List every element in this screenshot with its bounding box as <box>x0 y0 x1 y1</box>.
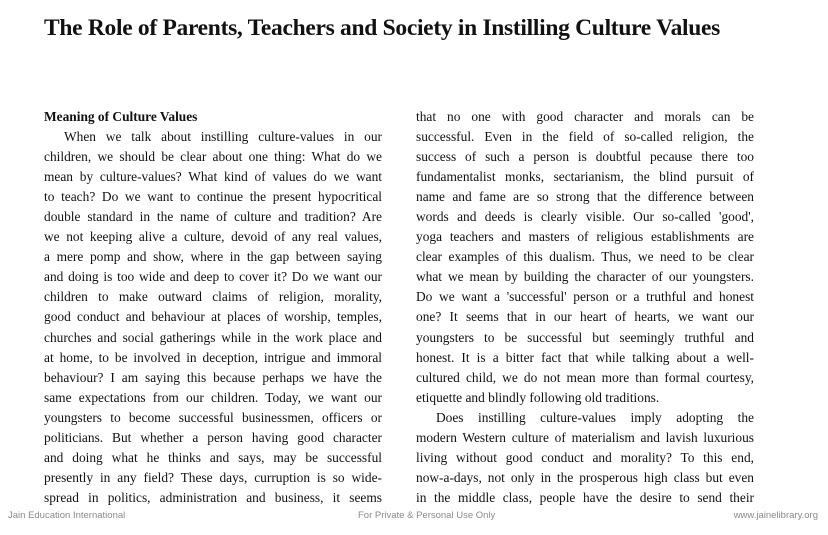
paragraph-line: we not keeping alive a culture, devoid of any real values, <box>44 229 382 245</box>
right-column <box>416 107 754 508</box>
paragraph-line: mean by culture-values? What kind of values do we want <box>44 169 382 185</box>
paragraph-line: words and deeds is clearly visible. Our so-called 'good', <box>416 209 754 225</box>
paragraph-line: now-a-days, not only in the prosperous high class but even <box>416 469 754 485</box>
paragraph-line: at home, to be involved in deception, intrigue and immoral <box>44 349 382 365</box>
page-title: The Role of Parents, Teachers and Society in Instilling Culture Values <box>44 15 721 41</box>
paragraph-line: etiquette and blindly following old traditions. <box>416 389 660 405</box>
paragraph-line: fundamentalist monks, sectarianism, the blind pursuit of <box>416 169 754 185</box>
paragraph-line: clear examples of this dualism. Thus, we need to be clear <box>416 249 754 265</box>
footer-website: www.jainelibrary.org <box>733 510 818 521</box>
paragraph-line: to teach? Do we want to continue the present hypocritical <box>44 189 382 205</box>
paragraph-line: and doing what he thinks and says, may be successful <box>44 449 382 465</box>
paragraph-line: yoga teachers and masters of religious establishments are <box>416 229 754 245</box>
paragraph-line: successful. Even in the field of so-called religion, the <box>416 129 754 145</box>
paragraph-line: presently in any field? These days, curruption is so wide- <box>44 469 382 485</box>
footer-usage-note: For Private & Personal Use Only <box>358 510 496 521</box>
paragraph-line: youngsters to become successful businessmen, officers or <box>44 409 382 425</box>
paragraph-line: children, we should be clear about one thing: What do we <box>44 149 382 165</box>
paragraph-line: Does instilling culture-values imply adopting the <box>436 409 754 425</box>
paragraph-line: that no one with good character and morals can be <box>416 109 754 124</box>
paragraph-line: politicians. But whether a person having good character <box>44 429 382 445</box>
paragraph-line: in the middle class, people have the desire to send their <box>416 489 754 505</box>
paragraph-line: youngsters to be successful but seemingly truthful and <box>416 329 754 345</box>
paragraph-line: living without good conduct and morality? To this end, <box>416 449 754 465</box>
paragraph-line: double standard in the name of culture and tradition? Are <box>44 209 382 225</box>
paragraph-line: children to make outward claims of religion, morality, <box>44 289 382 305</box>
paragraph-line: behaviour? I am saying this because perhaps we have the <box>44 369 382 385</box>
section-heading: Meaning of Culture Values <box>44 109 198 124</box>
paragraph-line: good conduct and behaviour at places of worship, temples, <box>44 309 382 325</box>
paragraph-line: success of such a person is doubtful pecause there too <box>416 149 754 165</box>
paragraph-line: same expectations from our children. Today, we want our <box>44 389 382 405</box>
paragraph-line: honest. It is a bitter fact that while talking about a well- <box>416 349 754 365</box>
paragraph-line: one? It seems that in our heart of hearts, we want our <box>416 309 754 325</box>
paragraph-line: spread in politics, administration and business, it seems <box>44 489 382 505</box>
paragraph-line: what we mean by building the character of our youngsters. <box>416 269 754 285</box>
paragraph-line: a mere pomp and show, where in the gap between saying <box>44 249 382 265</box>
paragraph-line: When we talk about instilling culture-values in our <box>64 129 382 145</box>
left-column <box>44 107 382 508</box>
paragraph-line: and doing is too wide and deep to cover it? Do we want our <box>44 269 382 285</box>
paragraph-line: name and fame are so strong that the difference between <box>416 189 754 205</box>
paragraph-line: Do we want a 'successful' person or a truthful and honest <box>416 289 754 305</box>
paragraph-line: cultured child, we do not mean more than formal courtesy, <box>416 369 754 385</box>
paragraph-line: churches and social gatherings while in the work place and <box>44 329 382 345</box>
page-footer <box>0 510 828 524</box>
paragraph-line: modern Western culture of materialism and lavish luxurious <box>416 429 754 445</box>
footer-publisher: Jain Education International <box>8 510 126 521</box>
